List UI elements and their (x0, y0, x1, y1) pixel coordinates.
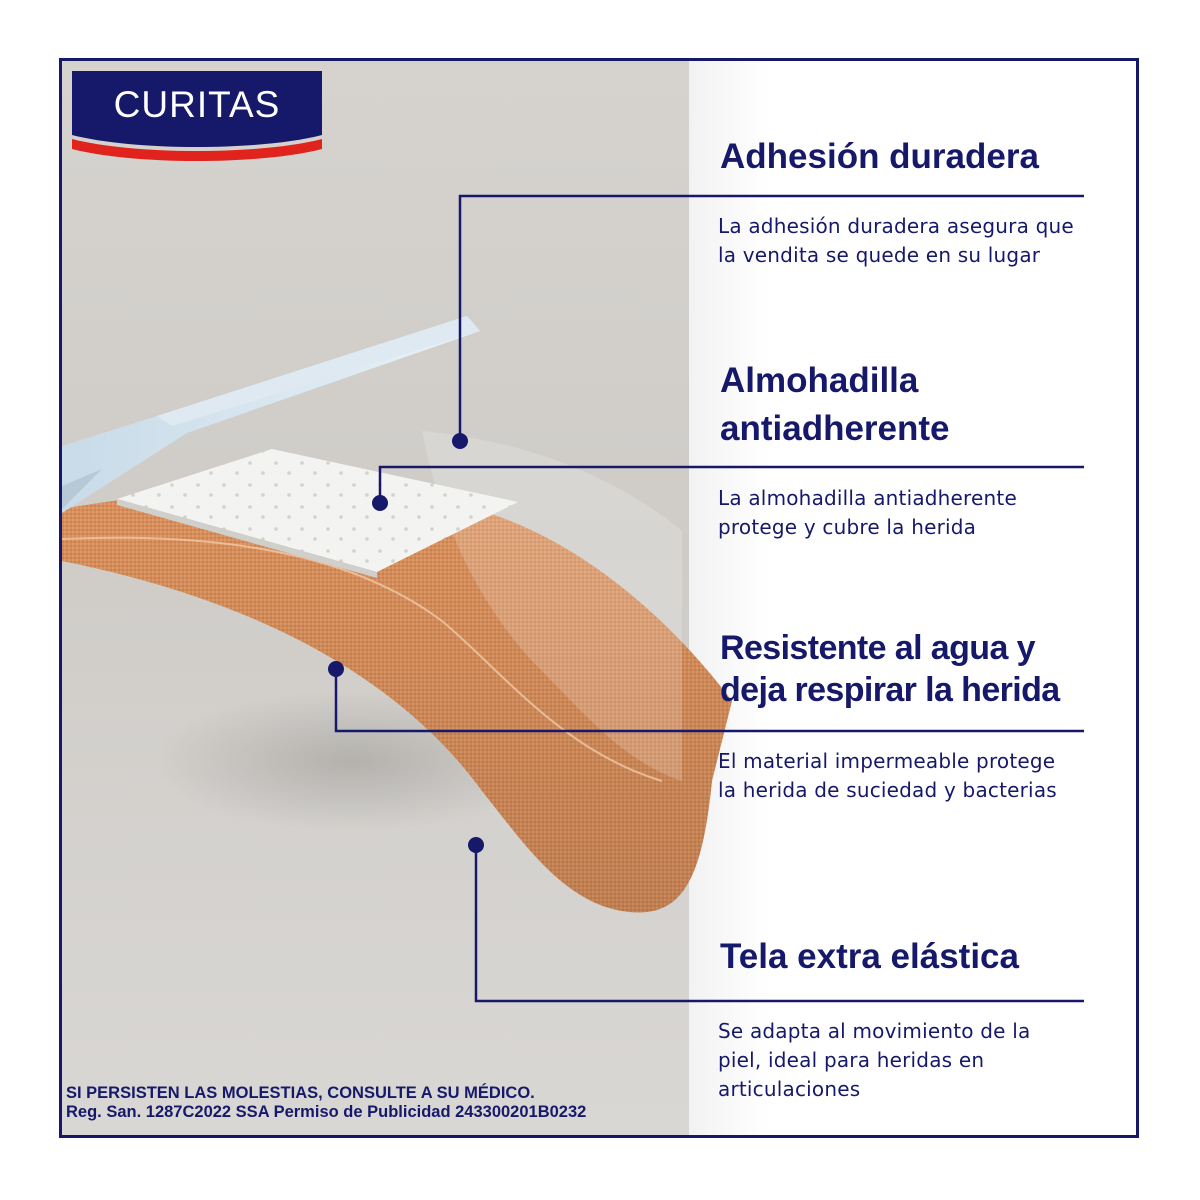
feature-desc-waterproof: El material impermeable protege la herida de suciedad y bacterias (718, 749, 1057, 802)
logo-wordmark: CURITAS (113, 84, 281, 125)
feature-title-elastic: Tela extra elástica (720, 937, 1019, 976)
callout-dot-elastic (468, 837, 484, 853)
feature-desc-pad: La almohadilla antiadherente protege y cubre la herida (718, 486, 1017, 539)
feature-desc-adhesion: La adhesión duradera asegura que la vendita se quede en su lugar (718, 214, 1074, 267)
callout-dot-waterproof (328, 661, 344, 677)
curitas-logo (70, 69, 324, 167)
infographic-frame (59, 58, 1139, 1138)
callout-dot-pad (372, 495, 388, 511)
feature-title-pad: Almohadilla antiadherente (720, 361, 950, 448)
disclaimer-registration: Reg. San. 1287C2022 SSA Permiso de Publicidad 243300201B0232 (66, 1103, 587, 1121)
feature-title-adhesion: Adhesión duradera (720, 137, 1039, 176)
feature-desc-elastic: Se adapta al movimiento de la piel, ideal para heridas en articulaciones (718, 1019, 1031, 1101)
callout-dot-adhesion (452, 433, 468, 449)
feature-title-waterproof: Resistente al agua y deja respirar la herida (720, 629, 1060, 709)
disclaimer-warning: SI PERSISTEN LAS MOLESTIAS, CONSULTE A SU MÉDICO. (66, 1084, 535, 1102)
